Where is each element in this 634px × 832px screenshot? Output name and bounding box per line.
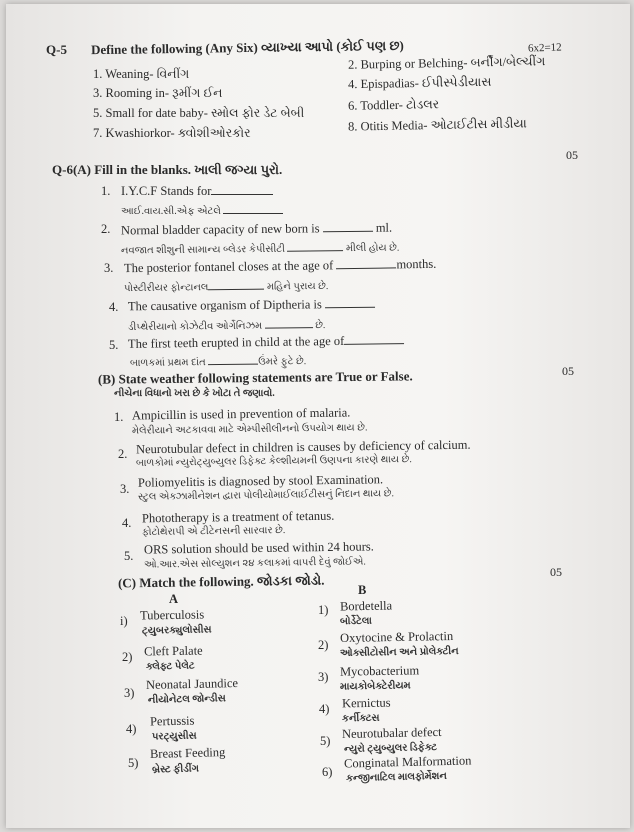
q6c-b-1-guj: બોર્ડેટેલા — [339, 615, 372, 628]
q6c-col-b-header: B — [358, 583, 367, 597]
q6b-item-2-guj: બાળકોમાં ન્યુરોટ્યુબ્યુલર ડિફેક્ટ કેલ્શીયમની ઉણપના કારણે થાય છે. — [135, 454, 412, 469]
q6a-item-3-num: 3. — [104, 261, 114, 275]
q5-item-3: 3. Rooming in- રૂમીંગ ઈન — [93, 86, 223, 100]
q6c-heading: (C) Match the following. જોડકા જોડો. — [117, 572, 325, 591]
q6b-item-2-num: 2. — [118, 447, 128, 461]
q6b-item-1-guj: મેલેરીયાને અટકાવવા માટે એમ્પીસીલીનનો ઉપયોગ થાય છે. — [131, 422, 368, 437]
q6c-b-1-num: 1) — [318, 603, 329, 617]
q6a-item-4-en: The causative organism of Diptheria is — [128, 297, 375, 315]
q6c-b-2-guj: ઓક્સીટોસીન અને પ્રોલેક્ટીન — [339, 645, 459, 660]
q6a-item-3-en: The posterior fontanel closes at the age of months. — [123, 256, 437, 276]
q6c-b-3-num: 3) — [318, 670, 329, 684]
q6c-b-6-guj: કન્જીનાટિલ માલફોર્મેશન — [345, 770, 448, 785]
q6c-b-3-guj: માયકોબેક્ટેરીયમ — [339, 680, 411, 693]
q6b-item-3-guj: સ્ટુલ એક્ઝામીનેશન દ્વારા પોલીયોમાઈલાઈટીસનું નિદાન થાય છે. — [137, 488, 395, 503]
q6c-b-4-guj: કર્નીક્ટસ — [341, 712, 380, 725]
q6a-item-1-guj: આઈ.વાય.સી.એફ એટલે — [121, 203, 283, 217]
q6a-item-4-num: 4. — [109, 300, 119, 314]
q6c-b-6-num: 6) — [322, 765, 333, 779]
q6c-b-2-en: Oxytocine & Prolactin — [339, 629, 454, 645]
q6c-a-3-guj: નીયોનેટલ જોન્ડીસ — [147, 693, 226, 706]
q6b-item-3-num: 3. — [120, 482, 130, 496]
q6b-item-5-guj: ઓ.આર.એસ સોલ્યુશન ૨૪ કલાકમાં વાપરી દેવું જોઈએ. — [143, 556, 366, 571]
q5-item-6: 6. Toddler- ટોડલર — [347, 97, 440, 113]
q6a-marks: 05 — [566, 148, 578, 162]
q6c-b-4-en: Kernictus — [341, 695, 391, 711]
q6c-a-4-num: 4) — [126, 722, 137, 736]
q6a-item-1-num: 1. — [101, 184, 111, 198]
q6c-a-2-guj: ક્લેફ્ટ પેલેટ — [145, 660, 195, 673]
q6b-item-4-guj: ફોટોથેરાપી એ ટીટેનસની સારવાર છે. — [141, 525, 286, 538]
q6b-item-3-en: Poliomyelitis is diagnosed by stool Examination. — [137, 472, 384, 490]
q6b-item-1-en: Ampicillin is used in prevention of malaria. — [131, 405, 351, 423]
q6c-a-3-num: 3) — [124, 686, 135, 700]
q5-marks: 6x2=12 — [527, 41, 562, 55]
q6c-a-2-num: 2) — [122, 650, 133, 664]
q6c-a-1-guj: ટ્યુબરક્યુલોસીસ — [141, 624, 212, 637]
q5-item-5: 5. Small for date baby- સ્મોલ ફોર ડેટ બેબી — [93, 106, 305, 120]
q6c-a-4-guj: પરટ્યુસીસ — [151, 730, 197, 743]
q5-item-7: 7. Kwashiorkor- ક્વોશીઓરકોર — [93, 126, 251, 140]
q6c-b-4-num: 4) — [319, 702, 330, 716]
q6a-item-1-en: I.Y.C.F Stands for — [121, 184, 273, 199]
q6b-item-5-en: ORS solution should be used within 24 hours. — [143, 539, 374, 557]
q6a-item-3-guj: પોસ્ટીરીયર ફોન્ટાનલ મહિને પુરાય છે. — [124, 278, 329, 294]
q6b-item-5-num: 5. — [124, 549, 134, 563]
q6c-a-5-en: Breast Feeding — [149, 745, 226, 761]
q6b-heading: (B) State weather following statements are True or False. — [97, 368, 413, 387]
q6a-item-5-guj: બાળકમાં પ્રથમ દાંત ઉંમરે ફુટે છે. — [130, 353, 306, 369]
q6c-b-1-en: Bordetella — [339, 598, 393, 614]
q6b-item-4-en: Phototherapy is a treatment of tetanus. — [141, 508, 335, 526]
q6a-heading: Q-6(A) Fill in the blanks. ખાલી જગ્યા પુરો. — [52, 162, 283, 177]
q6a-item-2-guj: નવજાત શીશુની સામાન્ય બ્લેડર કેપીસીટી મીલી હોય છે. — [121, 240, 399, 257]
q5-number: Q-5 — [46, 42, 67, 57]
q6c-a-5-num: 5) — [128, 756, 139, 770]
q6c-marks: 05 — [550, 565, 562, 579]
q6c-b-5-en: Neurotubalar defect — [341, 724, 442, 742]
q6c-a-2-en: Cleft Palate — [143, 643, 203, 659]
q6c-a-1-num: i) — [120, 614, 128, 628]
q6a-item-4-guj: ડીપ્થેરીયાનો કોઝેટીવ ઓર્ગેનિઝમ છે. — [128, 317, 326, 333]
q5-item-8: 8. Otitis Media- ઓટાઈટીસ મીડીયા — [347, 116, 527, 134]
q6a-item-2-en: Normal bladder capacity of new born is ml. — [120, 220, 393, 238]
q6c-a-1-en: Tuberculosis — [139, 607, 205, 623]
q6b-item-4-num: 4. — [122, 516, 132, 530]
q6a-item-2-num: 2. — [101, 222, 111, 236]
q6c-b-5-num: 5) — [320, 734, 331, 748]
q6c-a-3-en: Neonatal Jaundice — [145, 676, 239, 692]
q6a-item-5-en: The first teeth erupted in child at the age of — [128, 333, 404, 352]
q6c-b-3-en: Mycobacterium — [339, 663, 420, 679]
q6b-marks: 05 — [562, 364, 574, 378]
q6c-col-a-header: A — [169, 592, 179, 606]
q6b-item-1-num: 1. — [114, 410, 124, 424]
q6c-a-5-guj: બ્રેસ્ટ ફીડીંગ — [151, 763, 200, 776]
q6c-b-5-guj: ન્યુરો ટ્યુબ્યુલર ડિફેક્ટ — [343, 742, 438, 755]
q6b-heading-guj: નીચેના વિધાનો ખરા છે કે ખોટા તે જણાવો. — [114, 388, 275, 399]
q6a-item-5-num: 5. — [109, 338, 119, 352]
exam-paper — [6, 4, 630, 828]
q6c-b-2-num: 2) — [318, 638, 329, 652]
q6b-item-2-en: Neurotubular defect in children is causes by deficiency of calcium. — [135, 437, 471, 457]
q5-item-1: 1. Weaning- વિનીંગ — [93, 67, 190, 81]
q6c-a-4-en: Pertussis — [149, 713, 195, 729]
q5-item-4: 4. Epispadias- ઈપીસ્પેડીયાસ — [347, 74, 492, 92]
q5-item-2: 2. Burping or Belching- બર્નીંગ/બેલ્ચીંગ — [347, 54, 546, 72]
q5-heading: Define the following (Any Six) વ્યાખ્યા આપો (કોઈ પણ છ) — [90, 37, 404, 58]
q6c-b-6-en: Conginatal Malformation — [343, 753, 472, 771]
